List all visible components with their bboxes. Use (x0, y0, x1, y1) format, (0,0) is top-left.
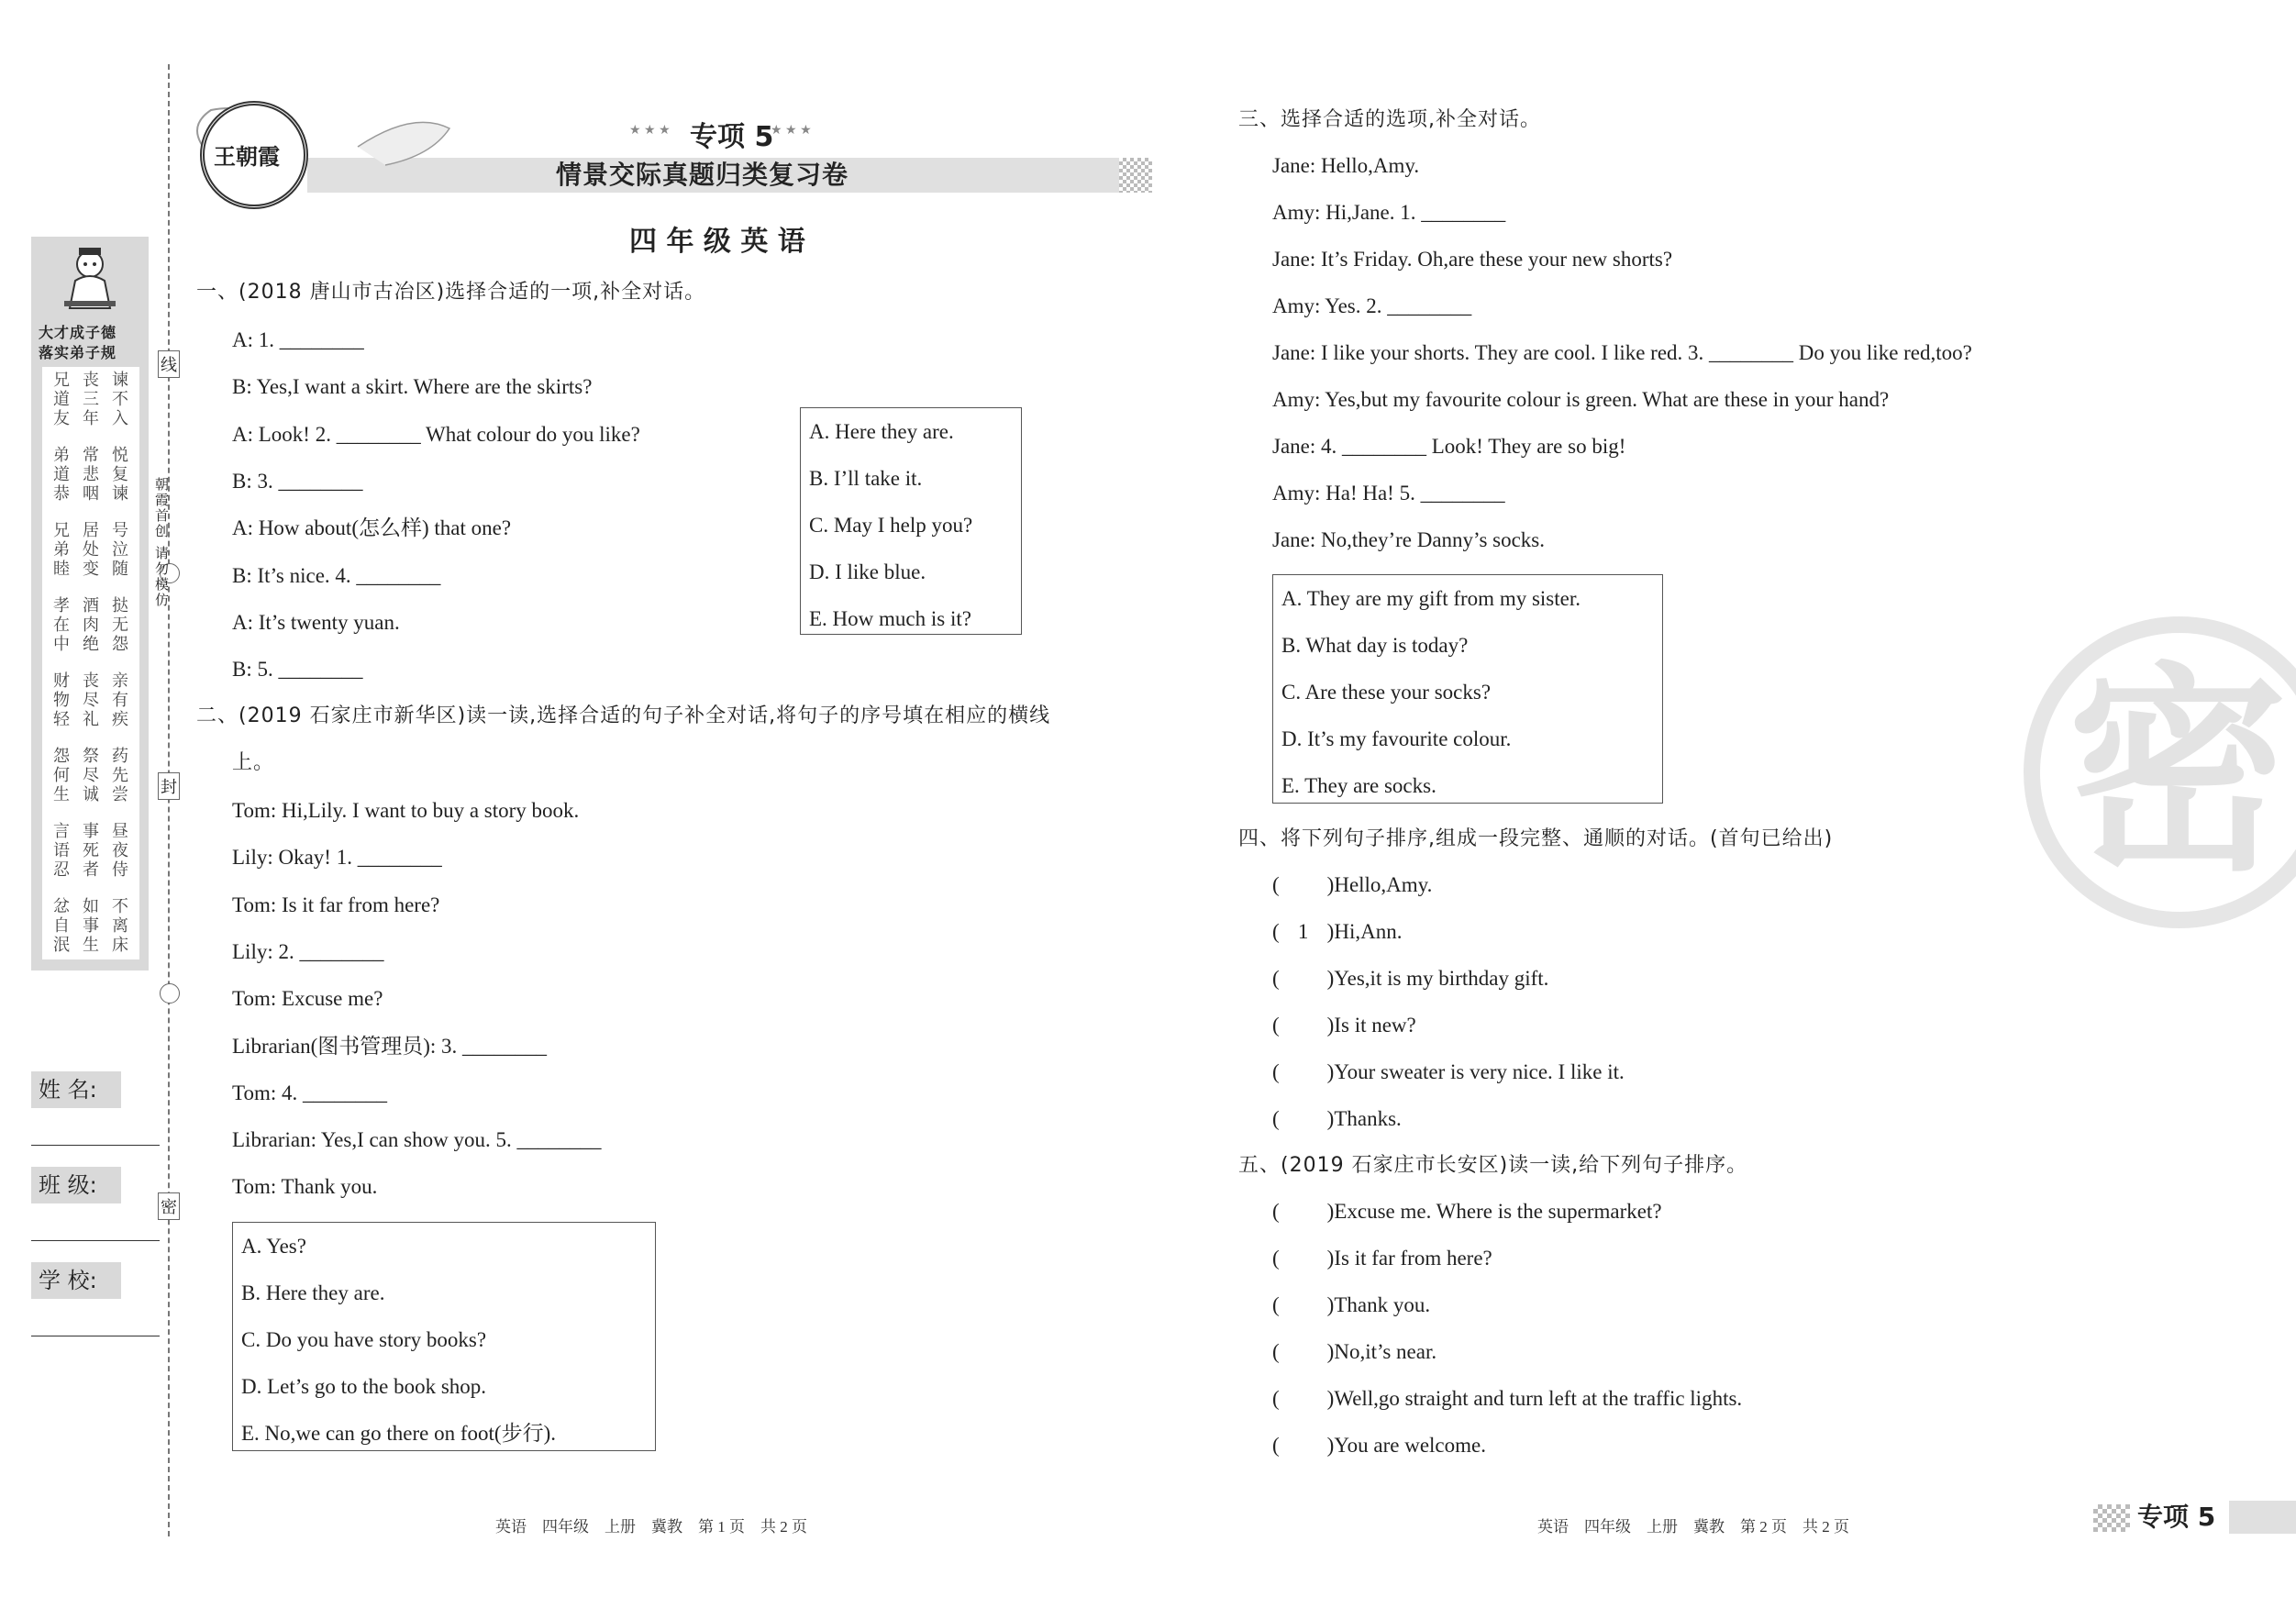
option-item: B. I’ll take it. (809, 467, 923, 490)
open-paren: ( (1272, 1200, 1280, 1223)
poem-column: 怨何生 (53, 747, 70, 804)
option-item: B. Here they are. (241, 1281, 385, 1304)
dialogue-line: Jane: I like your shorts. They are cool. I like red. 3. ________ Do you like red,too? (1272, 341, 1972, 364)
poem-column: 祭尽诚 (83, 747, 99, 804)
order-text: )Thanks. (1326, 1107, 1402, 1130)
corner-bar (2229, 1501, 2296, 1534)
dialogue-line: A: It’s twenty yuan. (232, 610, 400, 634)
poem-column: 不离床 (112, 897, 128, 955)
option-item: D. Let’s go to the book shop. (241, 1375, 487, 1398)
section4-title: 四、将下列句子排序,组成一段完整、通顺的对话。(首句已给出) (1238, 827, 1834, 850)
order-item (1272, 871, 1432, 899)
seal-label-mi: 密 (158, 1192, 180, 1220)
scissors-icon (160, 983, 180, 1004)
option-item: C. Are these your socks? (1281, 681, 1492, 704)
order-text: )Excuse me. Where is the supermarket? (1326, 1200, 1662, 1223)
poem-column: 丧尽礼 (83, 671, 99, 729)
order-item (1272, 965, 1548, 993)
seal-label-xian: 线 (158, 350, 180, 378)
option-item: E. No,we can go there on foot(步行). (241, 1422, 556, 1445)
name-label: 姓 名: (31, 1071, 121, 1108)
poem-column: 兄道友 (53, 371, 70, 428)
section2-title: 二、(2019 石家庄市新华区)读一读,选择合适的句子补全对话,将句子的序号填在相应的横线 (196, 704, 1051, 727)
dialogue-line: B: Yes,I want a skirt. Where are the skirts? (232, 375, 593, 399)
section3-title: 三、选择合适的选项,补全对话。 (1238, 108, 1541, 131)
order-text: )Hi,Ann. (1326, 920, 1403, 943)
open-paren: ( (1272, 1387, 1280, 1410)
dialogue-line: B: 5. ________ (232, 658, 363, 682)
order-text: )Is it far from here? (1326, 1247, 1492, 1270)
dialogue-line: A: Look! 2. ________ What colour do you like? (232, 422, 640, 446)
order-item (1272, 1245, 1492, 1272)
page-subtitle: 情景交际真题归类复习卷 (556, 160, 849, 190)
section5-title: 五、(2019 石家庄市长安区)读一读,给下列句子排序。 (1238, 1154, 1748, 1177)
order-text: )No,it’s near. (1326, 1340, 1437, 1363)
open-paren: ( (1272, 967, 1280, 990)
stars-left: ★ ★ ★ (629, 124, 671, 138)
option-item: D. I like blue. (809, 560, 926, 583)
poem-column: 居处变 (83, 521, 99, 579)
option-item: C. May I help you? (809, 514, 973, 537)
poem-column: 悦复谏 (112, 446, 128, 504)
poem-column: 药先尝 (112, 747, 128, 804)
dialogue-line: Amy: Yes,but my favourite colour is green. What are these in your hand? (1272, 388, 1890, 411)
dialogue-line: Jane: Hello,Amy. (1272, 154, 1420, 177)
poem-column: 兄弟睦 (53, 521, 70, 579)
poem-column: 事死者 (83, 822, 99, 880)
page-title: 四 年 级 英 语 (629, 226, 805, 258)
zhuanxiang-label: 专项 5 (690, 121, 774, 153)
poem-column: 号泣随 (112, 521, 128, 579)
watermark-glyph: 密 (2068, 644, 2289, 901)
copyright-vertical: 朝霞首创 请勿模仿 (153, 477, 170, 608)
poem-column: 言语忍 (53, 822, 70, 880)
section3-options-box (1272, 574, 1663, 804)
dialogue-line: Amy: Hi,Jane. 1. ________ (1272, 201, 1506, 224)
scholar-figure-icon (62, 244, 117, 317)
order-item (1272, 1292, 1430, 1319)
dialogue-line: Jane: No,they’re Danny’s socks. (1272, 528, 1546, 551)
option-item: E. They are socks. (1281, 774, 1436, 797)
dialogue-line: B: It’s nice. 4. ________ (232, 563, 441, 587)
poem-column: 挞无怨 (112, 596, 128, 654)
dialogue-line: Lily: Okay! 1. ________ (232, 846, 442, 870)
section1-title: 一、(2018 唐山市古冶区)选择合适的一项,补全对话。 (196, 281, 706, 304)
open-paren: ( (1272, 920, 1280, 943)
open-paren: ( (1272, 1060, 1280, 1083)
dialogue-line: B: 3. ________ (232, 469, 363, 493)
seal-label-feng: 封 (158, 772, 180, 800)
footer-left: 英语 四年级 上册 冀教 第 1 页 共 2 页 (495, 1518, 807, 1536)
order-item (1272, 1059, 1625, 1086)
dialogue-line: Tom: 4. ________ (232, 1081, 387, 1104)
banner-checker (1119, 158, 1152, 193)
poem-column: 孝在中 (53, 596, 70, 654)
dialogue-line: Tom: Thank you. (232, 1175, 378, 1199)
brand-logo-icon (200, 101, 308, 209)
poem-column: 弟道恭 (53, 446, 70, 504)
poem-column: 亲有疾 (112, 671, 128, 729)
poem-column: 谏不入 (112, 371, 128, 428)
open-paren: ( (1272, 1107, 1280, 1130)
name-field[interactable] (31, 1145, 160, 1146)
option-item: D. It’s my favourite colour. (1281, 727, 1512, 750)
dialogue-line: A: How about(怎么样) that one? (232, 516, 512, 540)
section2-options-box (232, 1222, 656, 1451)
open-paren: ( (1272, 1293, 1280, 1316)
option-item: C. Do you have story books? (241, 1328, 487, 1351)
poem-column: 忿自泯 (53, 897, 70, 955)
option-item: E. How much is it? (809, 607, 971, 630)
order-text: )Is it new? (1326, 1014, 1416, 1037)
motto-line-1: 大才成子德 (39, 324, 117, 341)
poem-column: 酒肉绝 (83, 596, 99, 654)
motto-line-2: 落实弟子规 (39, 344, 117, 361)
option-item: A. Yes? (241, 1235, 306, 1258)
open-paren: ( (1272, 1434, 1280, 1457)
option-item: B. What day is today? (1281, 634, 1469, 657)
class-label: 班 级: (31, 1167, 121, 1203)
order-item (1272, 1198, 1662, 1225)
open-paren: ( (1272, 1014, 1280, 1037)
order-text: )Your sweater is very nice. I like it. (1326, 1060, 1625, 1083)
order-text: )Thank you. (1326, 1293, 1431, 1316)
footer-right: 英语 四年级 上册 冀教 第 2 页 共 2 页 (1537, 1518, 1849, 1536)
brand-logo-text: 王朝霞 (214, 143, 280, 170)
dialogue-line: Jane: 4. ________ Look! They are so big! (1272, 435, 1626, 458)
section2-title-cont: 上。 (232, 751, 275, 774)
dialogue-line: Librarian: Yes,I can show you. 5. ________ (232, 1128, 602, 1152)
poem-column: 丧三年 (83, 371, 99, 428)
poem-column: 如事生 (83, 897, 99, 955)
order-item (1272, 1432, 1486, 1459)
binding-dashed-line (168, 64, 170, 1536)
poem-column: 昼夜侍 (112, 822, 128, 880)
dialogue-line: Librarian(图书管理员): 3. ________ (232, 1034, 548, 1058)
poem-column: 财物轻 (53, 671, 70, 729)
dialogue-line: Tom: Hi,Lily. I want to buy a story book. (232, 799, 580, 822)
open-paren: ( (1272, 1247, 1280, 1270)
open-paren: ( (1272, 873, 1280, 896)
option-item: A. They are my gift from my sister. (1281, 587, 1581, 610)
stars-right: ★ ★ ★ (771, 124, 812, 138)
school-label: 学 校: (31, 1262, 121, 1299)
order-text: )Hello,Amy. (1326, 873, 1433, 896)
dialogue-line: Lily: 2. ________ (232, 939, 384, 963)
poem-column: 常悲咽 (83, 446, 99, 504)
order-item (1272, 918, 1402, 946)
section1-options-box (800, 407, 1022, 635)
dialogue-line: Amy: Yes. 2. ________ (1272, 294, 1472, 317)
order-item (1272, 1105, 1402, 1133)
order-text: )Well,go straight and turn left at the traffic lights. (1326, 1387, 1743, 1410)
order-item (1272, 1338, 1436, 1366)
dialogue-line: Tom: Excuse me? (232, 987, 383, 1011)
order-item (1272, 1012, 1416, 1039)
order-text: )Yes,it is my birthday gift. (1326, 967, 1549, 990)
order-text: )You are welcome. (1326, 1434, 1486, 1457)
open-paren: ( (1272, 1340, 1280, 1363)
class-field[interactable] (31, 1240, 160, 1241)
answer-blank[interactable]: 1 (1297, 920, 1309, 943)
corner-checker (2093, 1504, 2130, 1532)
dialogue-line: Amy: Ha! Ha! 5. ________ (1272, 482, 1505, 505)
dialogue-line: Tom: Is it far from here? (232, 893, 440, 916)
dialogue-line: A: 1. ________ (232, 328, 364, 351)
dialogue-line: Jane: It’s Friday. Oh,are these your new shorts? (1272, 248, 1673, 271)
corner-label: 专项 5 (2137, 1502, 2216, 1532)
option-item: A. Here they are. (809, 420, 954, 443)
order-item (1272, 1385, 1742, 1413)
mi-watermark (2024, 616, 2296, 928)
